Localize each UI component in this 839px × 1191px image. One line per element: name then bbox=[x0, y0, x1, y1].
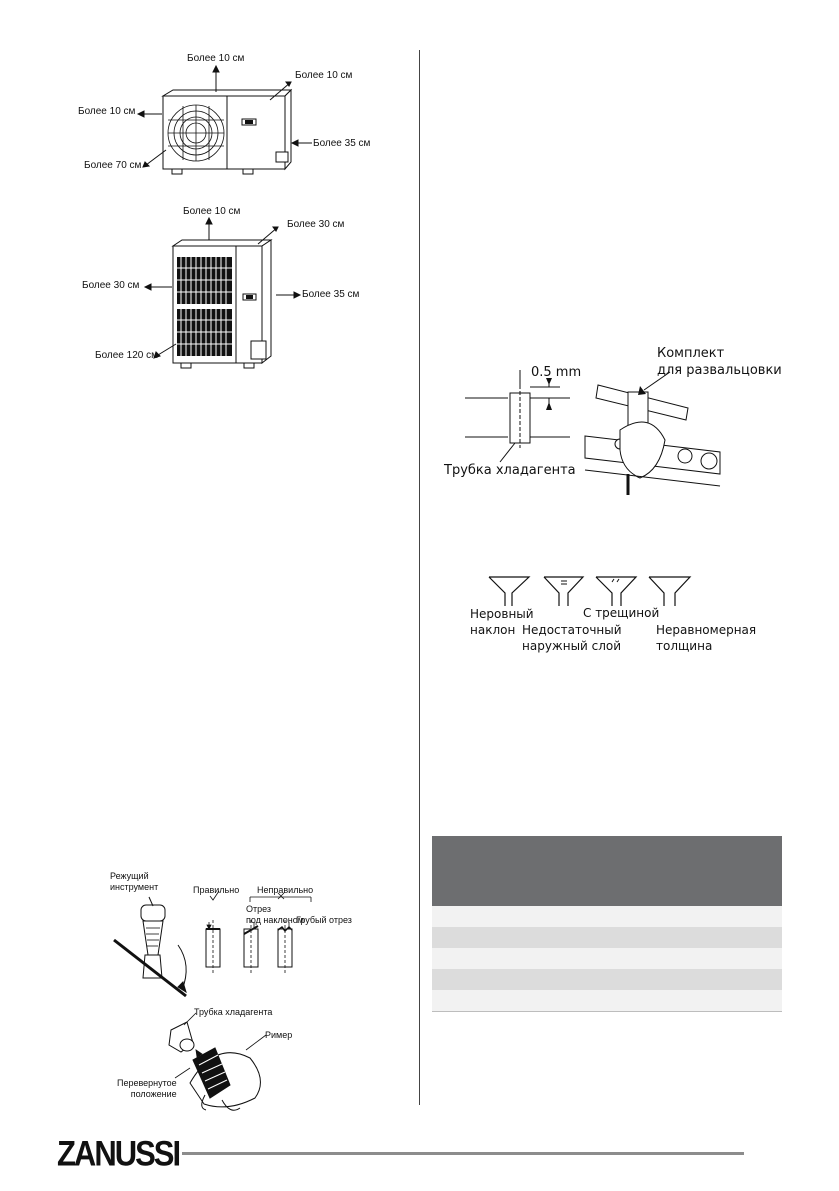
fig2-top-right-label: Более 30 см bbox=[287, 219, 345, 230]
insufficient-layer-label: Недостаточный наружный слой bbox=[522, 623, 622, 653]
fig2-top-label: Более 10 см bbox=[183, 206, 241, 217]
fig2-front-label: Более 120 см bbox=[95, 350, 158, 361]
fig2-left-label: Более 30 см bbox=[82, 280, 140, 291]
cracked-label: С трещиной bbox=[583, 606, 660, 620]
reamer-label: Ример bbox=[265, 1030, 293, 1040]
fig2-right-label: Более 35 см bbox=[302, 289, 360, 300]
uneven-slope-label: Неровный наклон bbox=[470, 607, 534, 637]
table-header bbox=[432, 836, 782, 906]
table-row bbox=[432, 969, 782, 990]
footer-rule bbox=[182, 1152, 744, 1155]
slant-cut-label: Отрез под наклоном bbox=[246, 904, 304, 925]
fig1-right-label: Более 35 см bbox=[313, 138, 371, 149]
uneven-thickness-label: Неравномерная толщина bbox=[656, 623, 757, 653]
table-row bbox=[432, 990, 782, 1012]
table-row bbox=[432, 927, 782, 948]
flaring-kit-label: Комплект для развальцовки bbox=[657, 346, 782, 378]
table-row bbox=[432, 906, 782, 927]
fig1-top-right-label: Более 10 см bbox=[295, 70, 353, 81]
fig1-left-label: Более 10 см bbox=[78, 106, 136, 117]
wrong-label: Неправильно bbox=[257, 885, 314, 895]
correct-label: Правильно bbox=[193, 885, 240, 895]
cutter-label: Режущий инструмент bbox=[110, 871, 159, 892]
rough-cut-label: Грубый отрез bbox=[296, 915, 352, 925]
flare-dimension-label: 0.5 mm bbox=[531, 365, 582, 380]
table-row bbox=[432, 948, 782, 969]
inverted-position-label: Перевернутое положение bbox=[117, 1078, 177, 1099]
fig1-front-label: Более 70 см bbox=[84, 160, 142, 171]
fig1-top-label: Более 10 см bbox=[187, 53, 245, 64]
flaring-pipe-label: Трубка хладагента bbox=[444, 463, 576, 478]
zanussi-logo: ZANUSSI bbox=[57, 1133, 180, 1174]
torque-table bbox=[432, 836, 782, 1012]
pipe-label: Трубка хладагента bbox=[194, 1007, 273, 1017]
